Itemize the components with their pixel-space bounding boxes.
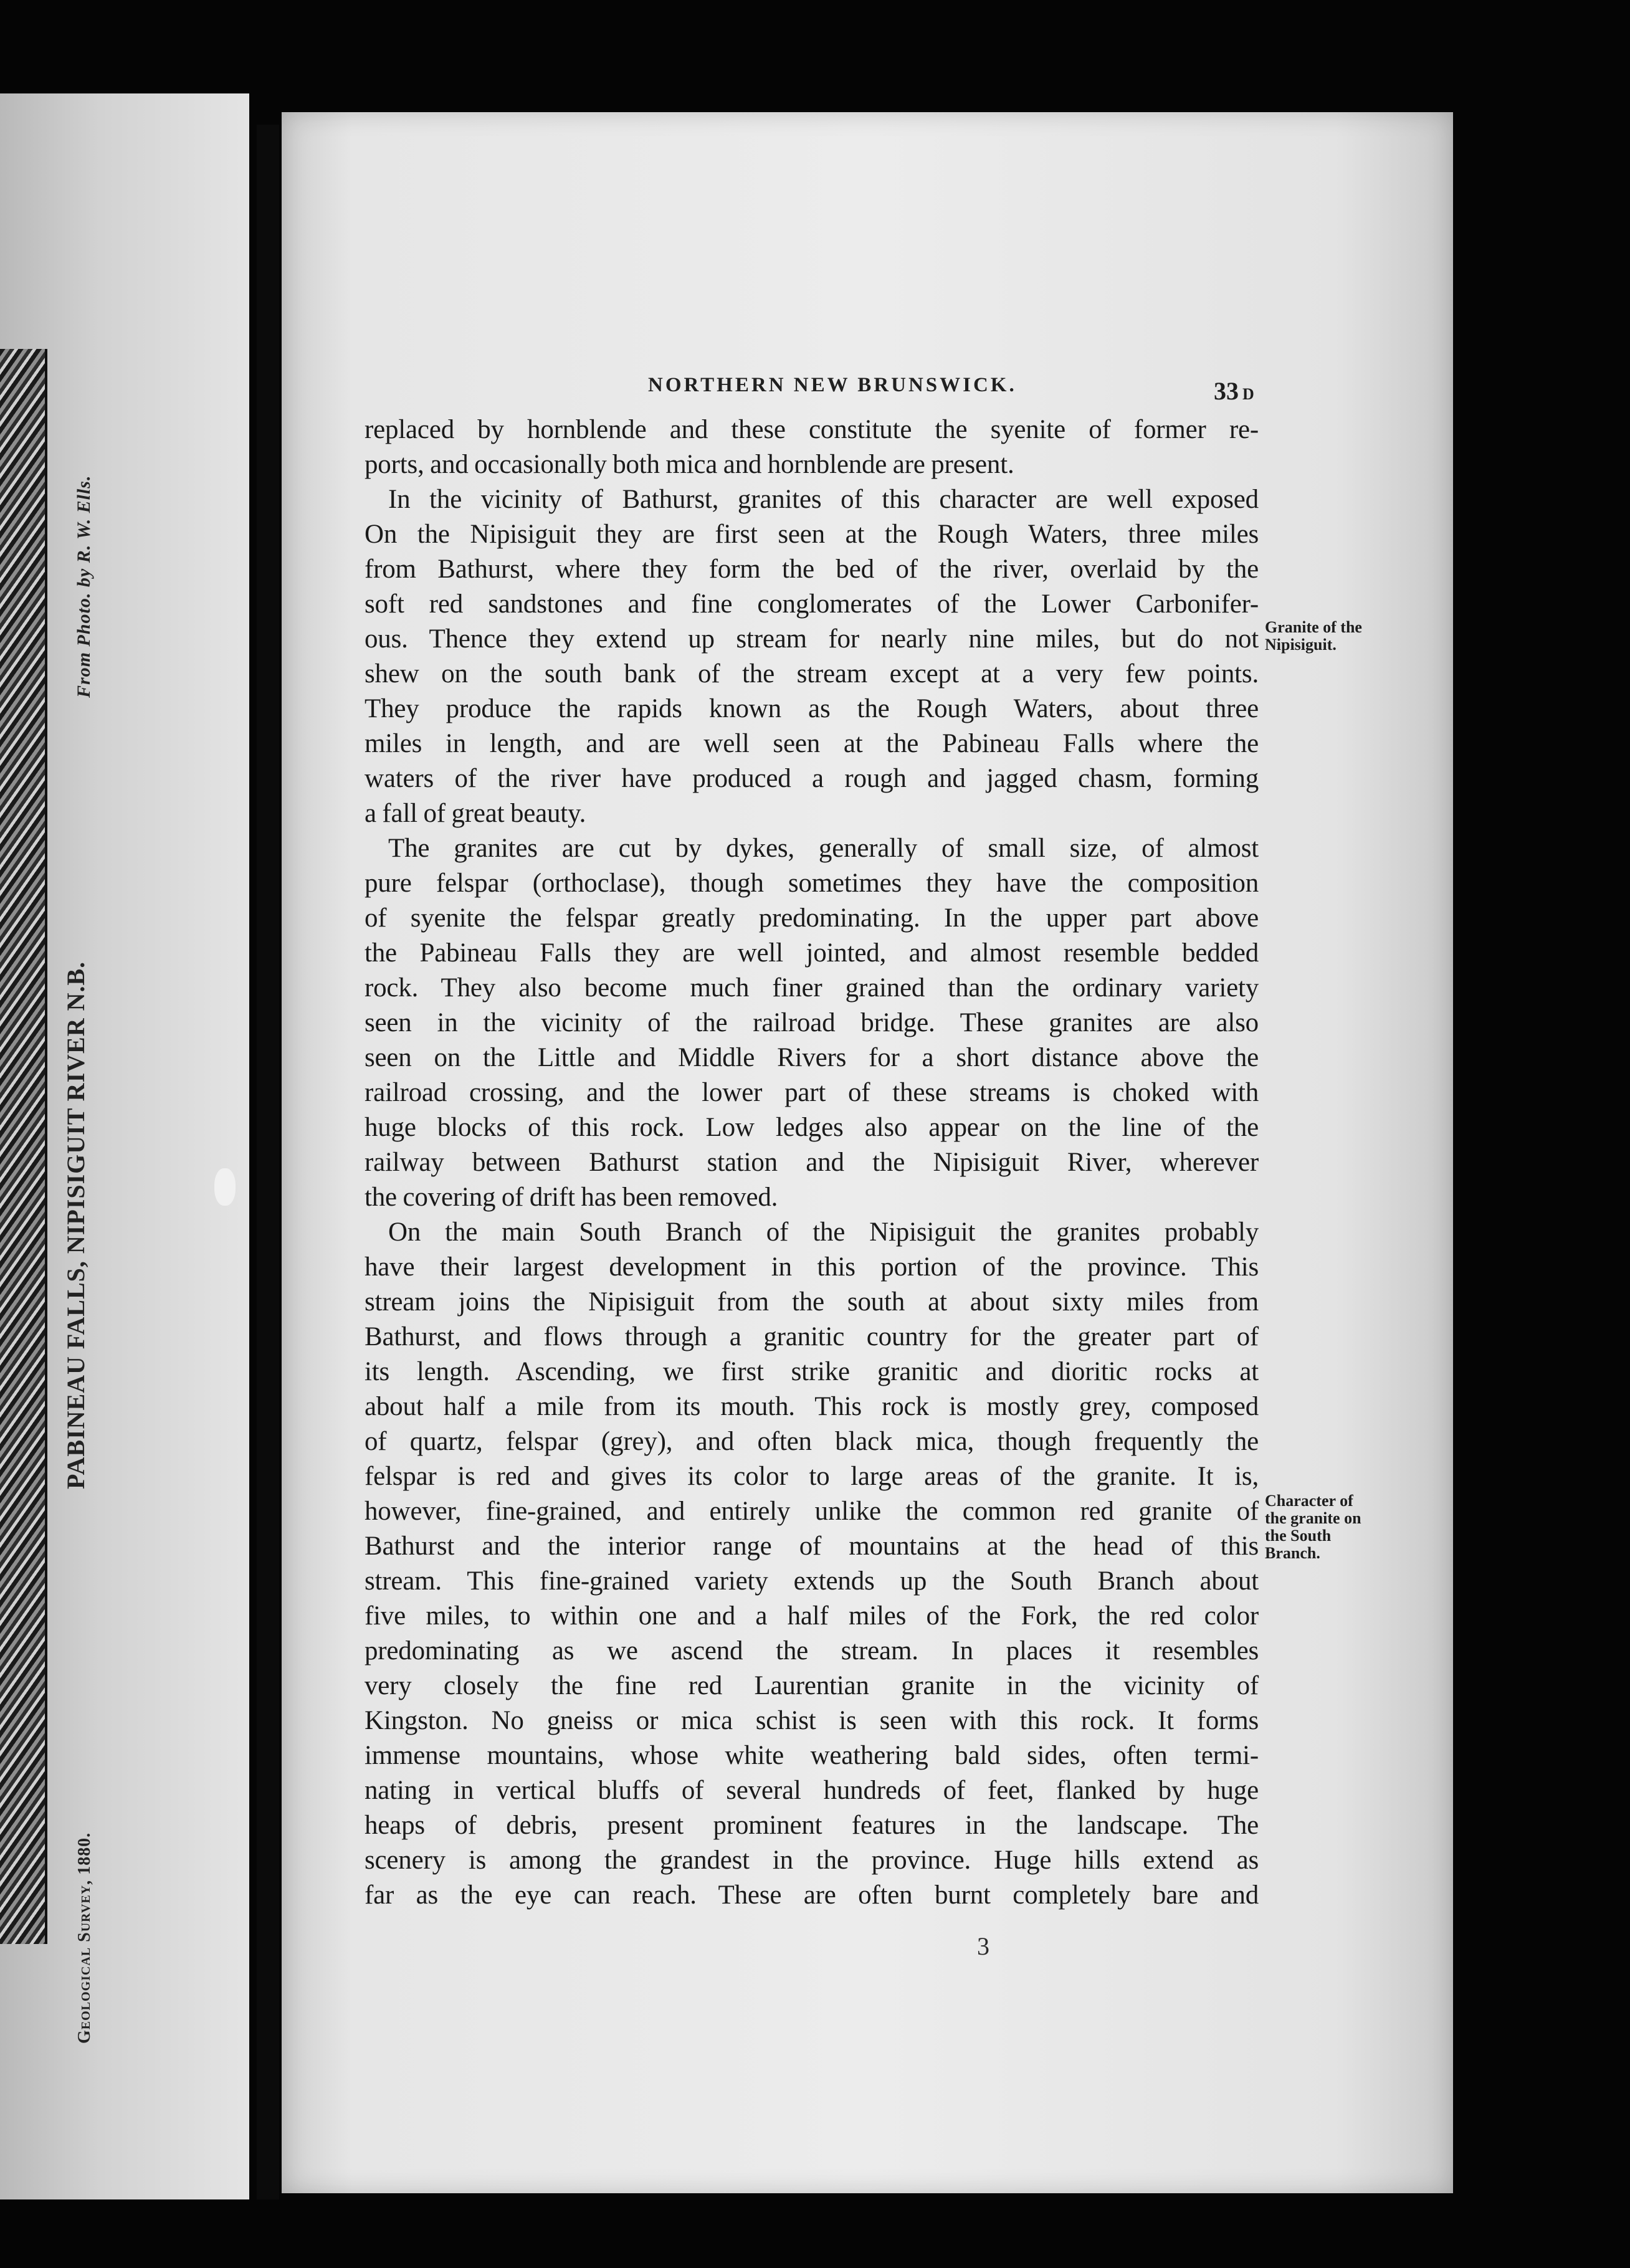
text-line: from Bathurst, where they form the bed of the river, overlaid by the bbox=[365, 555, 1259, 584]
margin-note-granite: Nipisiguit. bbox=[1265, 636, 1337, 654]
margin-note-granite: Granite of the bbox=[1265, 618, 1362, 636]
text-line: the covering of drift has been removed. bbox=[365, 1183, 778, 1212]
text-line: heaps of debris, present prominent features in the landscape. The bbox=[365, 1811, 1259, 1840]
margin-note-character: the South bbox=[1265, 1527, 1332, 1545]
text-line: waters of the river have produced a rough and jagged chasm, forming bbox=[365, 764, 1259, 793]
text-line: On the main South Branch of the Nipisiguit the granites probably bbox=[388, 1217, 1259, 1247]
margin-note-character: Character of bbox=[1265, 1492, 1353, 1510]
text-line: have their largest development in this portion of the province. This bbox=[365, 1252, 1259, 1282]
text-line: miles in length, and are well seen at the Pabineau Falls where the bbox=[365, 729, 1259, 758]
text-line: They produce the rapids known as the Rough Waters, about three bbox=[365, 694, 1259, 723]
text-line: predominating as we ascend the stream. In places it resembles bbox=[365, 1636, 1259, 1665]
text-line: its length. Ascending, we first strike granitic and dioritic rocks at bbox=[365, 1357, 1259, 1386]
text-line: huge blocks of this rock. Low ledges also appear on the line of the bbox=[365, 1113, 1259, 1142]
text-line: nating in vertical bluffs of several hundreds of feet, flanked by huge bbox=[365, 1776, 1259, 1805]
text-line: shew on the south bank of the stream except at a very few points. bbox=[365, 659, 1259, 688]
text-line: Bathurst and the interior range of mountains at the head of this bbox=[365, 1532, 1259, 1561]
text-line: pure felspar (orthoclase), though sometimes they have the composition bbox=[365, 869, 1259, 898]
text-line: seen in the vicinity of the railroad bridge. These granites are also bbox=[365, 1008, 1259, 1037]
text-line: ports, and occasionally both mica and hornblende are present. bbox=[365, 450, 1014, 479]
text-line: however, fine-grained, and entirely unlike the common red granite of bbox=[365, 1497, 1259, 1526]
plate-photo-credit: From Photo. by R. W. Ells. bbox=[74, 475, 94, 698]
plate-caption: PABINEAU FALLS, NIPISIGUIT RIVER N.B. bbox=[62, 961, 90, 1489]
text-line: immense mountains, whose white weathering bald sides, often termi- bbox=[365, 1741, 1259, 1770]
text-line: about half a mile from its mouth. This rock is mostly grey, composed bbox=[365, 1392, 1259, 1421]
text-line: The granites are cut by dykes, generally of small size, of almost bbox=[388, 834, 1259, 863]
facing-plate-page bbox=[0, 93, 249, 2199]
text-line: far as the eye can reach. These are often burnt completely bare and bbox=[365, 1880, 1259, 1910]
text-line: the Pabineau Falls they are well jointed, and almost resemble bedded bbox=[365, 938, 1259, 968]
text-line: felspar is red and gives its color to large areas of the granite. It is, bbox=[365, 1462, 1259, 1491]
text-line: very closely the fine red Laurentian granite in the vicinity of bbox=[365, 1671, 1259, 1700]
text-line: a fall of great beauty. bbox=[365, 799, 586, 828]
page-number-suffix: D bbox=[1242, 385, 1254, 403]
text-line: railroad crossing, and the lower part of these streams is choked with bbox=[365, 1078, 1259, 1107]
text-line: five miles, to within one and a half miles of the Fork, the red color bbox=[365, 1601, 1259, 1631]
text-line: Bathurst, and flows through a granitic country for the greater part of bbox=[365, 1322, 1259, 1351]
scan-artifact bbox=[214, 1168, 236, 1206]
text-line: stream. This fine-grained variety extends up the South Branch about bbox=[365, 1566, 1259, 1596]
plate-survey-label: Geological Survey, 1880. bbox=[75, 1832, 94, 2044]
text-line: soft red sandstones and fine conglomerates of the Lower Carbonifer- bbox=[365, 589, 1259, 619]
body-text bbox=[365, 412, 1259, 1913]
text-line: Kingston. No gneiss or mica schist is seen with this rock. It forms bbox=[365, 1706, 1259, 1735]
signature-mark: 3 bbox=[977, 1932, 989, 1960]
book-gutter bbox=[257, 125, 279, 2199]
page-number-value: 33 bbox=[1214, 377, 1239, 405]
page-number bbox=[1214, 376, 1254, 406]
margin-note-character: the granite on bbox=[1265, 1509, 1361, 1527]
text-line: replaced by hornblende and these constitute the syenite of former re- bbox=[365, 415, 1259, 444]
text-line: of syenite the felspar greatly predominating. In the upper part above bbox=[365, 903, 1259, 933]
text-line: seen on the Little and Middle Rivers for a short distance above the bbox=[365, 1043, 1259, 1072]
margin-note-character: Branch. bbox=[1265, 1544, 1320, 1562]
text-line: of quartz, felspar (grey), and often black mica, though frequently the bbox=[365, 1427, 1259, 1456]
running-head: NORTHERN NEW BRUNSWICK. bbox=[648, 374, 1017, 396]
text-line: scenery is among the grandest in the province. Huge hills extend as bbox=[365, 1846, 1259, 1875]
text-line: In the vicinity of Bathurst, granites of this character are well exposed bbox=[388, 485, 1259, 514]
text-line: rock. They also become much finer grained than the ordinary variety bbox=[365, 973, 1259, 1003]
text-line: railway between Bathurst station and the Nipisiguit River, wherever bbox=[365, 1148, 1259, 1177]
plate-engraving bbox=[0, 349, 47, 1944]
text-line: ous. Thence they extend up stream for nearly nine miles, but do not bbox=[365, 624, 1259, 654]
text-line: stream joins the Nipisiguit from the south at about sixty miles from bbox=[365, 1287, 1259, 1317]
text-line: On the Nipisiguit they are first seen at the Rough Waters, three miles bbox=[365, 520, 1259, 549]
